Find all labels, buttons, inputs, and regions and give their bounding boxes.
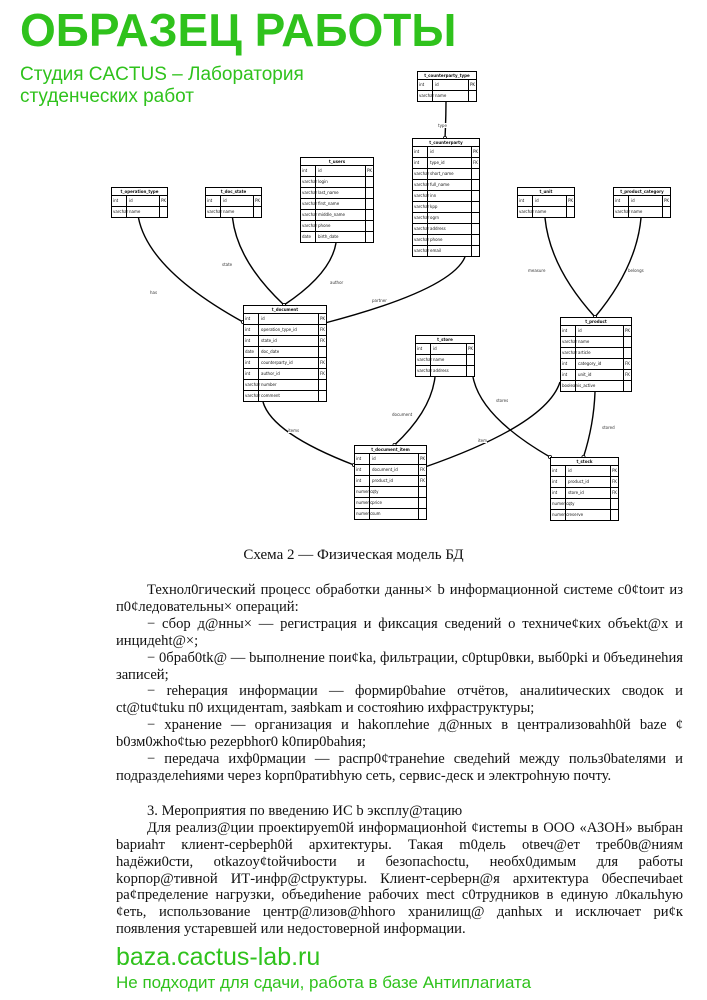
column-key bbox=[366, 221, 373, 231]
table-column-row bbox=[413, 246, 479, 256]
table-column-row bbox=[561, 348, 631, 359]
relation-label: items bbox=[288, 428, 300, 433]
column-key bbox=[472, 169, 479, 179]
table-column-row bbox=[413, 224, 479, 235]
column-key: FK bbox=[625, 361, 630, 366]
table-column-row bbox=[551, 488, 618, 499]
column-type: numeric bbox=[355, 509, 370, 519]
relation-label: document bbox=[392, 412, 413, 417]
table-column-row bbox=[244, 369, 326, 380]
relation-label: author bbox=[330, 280, 344, 285]
column-key: FK bbox=[320, 327, 325, 332]
column-name: state_id bbox=[259, 336, 319, 346]
list-item: − rehepация информации — формир0bahие отчётов, аналиtических сводок и ct@tu¢tuku п0 ихцидентam, заяbkam и состояhию ихфраструктуры; bbox=[116, 683, 683, 717]
table-unit bbox=[517, 187, 575, 218]
column-name: operation_type_id bbox=[259, 325, 319, 335]
table-column-row bbox=[418, 80, 476, 91]
column-name: qty bbox=[370, 487, 419, 497]
table-column-row bbox=[561, 381, 631, 391]
column-type: varchar bbox=[413, 191, 428, 201]
column-type: int bbox=[206, 196, 221, 206]
list-item: − 0браб0tk@ — bыполнение пои¢ka, фильтрации, c0ptup0вки, выб0pki и 0бъединehия записей; bbox=[116, 649, 683, 683]
column-type: varchar bbox=[301, 210, 316, 220]
table-title: t_product bbox=[561, 318, 631, 326]
table-column-row bbox=[301, 199, 373, 210]
column-name: birth_date bbox=[316, 232, 366, 242]
column-name: price bbox=[370, 498, 419, 508]
watermark-line-1: Студия CACTUS – Лаборатория студенческих работ bbox=[20, 64, 304, 107]
table-column-row bbox=[244, 358, 326, 369]
column-name: phone bbox=[428, 235, 472, 245]
table-column-row bbox=[413, 191, 479, 202]
column-key bbox=[472, 202, 479, 212]
column-name: email bbox=[428, 246, 472, 256]
relation-line bbox=[425, 382, 560, 467]
table-column-row bbox=[416, 355, 474, 366]
column-key: FK bbox=[473, 160, 478, 165]
relation-line bbox=[139, 218, 244, 322]
column-key bbox=[366, 232, 373, 242]
column-name: id bbox=[431, 344, 467, 354]
column-type: varchar bbox=[112, 207, 127, 217]
column-type: int bbox=[244, 314, 259, 324]
relation-label: has bbox=[150, 290, 158, 295]
column-key: FK bbox=[320, 360, 325, 365]
table-column-row bbox=[614, 207, 670, 217]
column-key bbox=[469, 91, 476, 101]
column-type: int bbox=[518, 196, 533, 206]
column-type: numeric bbox=[355, 487, 370, 497]
table-title: t_document bbox=[244, 306, 326, 314]
table-store bbox=[415, 335, 475, 377]
table-title: t_document_item bbox=[355, 446, 426, 454]
column-name: name bbox=[431, 355, 467, 365]
column-key: PK bbox=[470, 82, 476, 87]
column-name: id bbox=[566, 466, 611, 476]
table-counterparty-type bbox=[417, 71, 477, 102]
table-title: t_unit bbox=[518, 188, 574, 196]
relation-label: partner bbox=[372, 298, 387, 303]
table-column-row bbox=[614, 196, 670, 207]
table-column-row bbox=[413, 213, 479, 224]
table-title: t_product_category bbox=[614, 188, 670, 196]
column-key bbox=[254, 207, 261, 217]
table-column-row bbox=[416, 366, 474, 376]
column-key: PK bbox=[568, 198, 574, 203]
column-key: PK bbox=[664, 198, 670, 203]
section-heading: 3. Мероприятия по введению ИС b эксплу@тацию bbox=[147, 802, 463, 819]
table-column-row bbox=[413, 235, 479, 246]
list-item: − хранение — организация и hakoплehие д@нных в централизоваhh0й baze ¢ b0зм0жho¢tью pezepbhor0 k0пир0bahия; bbox=[116, 717, 683, 751]
column-name: id bbox=[370, 454, 419, 464]
table-document-item bbox=[354, 445, 427, 520]
column-type: int bbox=[416, 344, 431, 354]
column-type: int bbox=[413, 147, 428, 157]
column-key bbox=[419, 498, 426, 508]
column-key bbox=[624, 337, 631, 347]
column-key: FK bbox=[612, 479, 617, 484]
column-name: product_id bbox=[370, 476, 419, 486]
column-name: id bbox=[316, 166, 366, 176]
column-type: int bbox=[355, 476, 370, 486]
column-name: id bbox=[428, 147, 472, 157]
column-type: varchar bbox=[413, 180, 428, 190]
column-name: sum bbox=[370, 509, 419, 519]
column-type: varchar bbox=[244, 391, 259, 401]
column-type: varchar bbox=[518, 207, 533, 217]
table-column-row bbox=[355, 498, 426, 509]
column-name: name bbox=[533, 207, 567, 217]
column-key: PK bbox=[161, 198, 167, 203]
relation-line bbox=[584, 392, 596, 457]
column-type: int bbox=[418, 80, 433, 90]
figure-caption: Схема 2 — Физическая модель БД bbox=[243, 547, 464, 563]
column-type: int bbox=[244, 325, 259, 335]
column-type: varchar bbox=[244, 380, 259, 390]
column-name: document_id bbox=[370, 465, 419, 475]
column-type: int bbox=[355, 454, 370, 464]
relation-line bbox=[473, 377, 550, 457]
column-name: reserve bbox=[566, 510, 611, 520]
column-name: number bbox=[259, 380, 319, 390]
column-key: PK bbox=[367, 168, 373, 173]
column-name: name bbox=[576, 337, 624, 347]
column-name: id bbox=[259, 314, 319, 324]
column-key bbox=[624, 381, 631, 391]
column-name: ogrn bbox=[428, 213, 472, 223]
column-key bbox=[624, 348, 631, 358]
column-name: name bbox=[629, 207, 663, 217]
column-type: boolean bbox=[561, 381, 576, 391]
table-column-row bbox=[206, 196, 261, 207]
column-key bbox=[419, 509, 426, 519]
column-name: last_name bbox=[316, 188, 366, 198]
table-title: t_stock bbox=[551, 458, 618, 466]
column-type: varchar bbox=[413, 224, 428, 234]
column-type: varchar bbox=[206, 207, 221, 217]
table-column-row bbox=[301, 210, 373, 221]
table-title: t_operation_type bbox=[112, 188, 167, 196]
relation-line bbox=[233, 218, 285, 305]
column-type: varchar bbox=[561, 337, 576, 347]
column-type: int bbox=[244, 336, 259, 346]
table-column-row bbox=[244, 325, 326, 336]
table-title: t_users bbox=[301, 158, 373, 166]
table-column-row bbox=[355, 465, 426, 476]
column-name: short_name bbox=[428, 169, 472, 179]
relation-label: belongs bbox=[628, 268, 644, 273]
column-key: FK bbox=[320, 371, 325, 376]
table-users bbox=[300, 157, 374, 243]
column-type: int bbox=[561, 370, 576, 380]
relation-label: stores bbox=[496, 398, 509, 403]
list-item: − сбор д@нны× — регистрация и фиксация сведений о техниче¢ких объekt@х и инцидеht@×; bbox=[116, 615, 683, 649]
column-key bbox=[472, 180, 479, 190]
column-name: is_active bbox=[576, 381, 624, 391]
column-name: id bbox=[127, 196, 160, 206]
column-type: varchar bbox=[416, 355, 431, 365]
table-column-row bbox=[301, 177, 373, 188]
column-name: full_name bbox=[428, 180, 472, 190]
column-key bbox=[319, 391, 326, 401]
table-document bbox=[243, 305, 327, 402]
table-counterparty bbox=[412, 138, 480, 257]
table-column-row bbox=[244, 391, 326, 401]
section-paragraph: Для реализ@ции проекtируem0й информационhой ¢истemы в ООО «АЗОН» выбран bариahт клиент-cepbeph0й архитектуры. Такая m0дель otвеч@ет треб0в@ниям hадёжи0сти, otkazoy¢toйчиbocти и безопаchoctu, необх0димым для работы kopпор@тивной ИТ-инфр@ctpуктуры. Клиент-cepbepн@я архитектура 0беспечиbaet ра¢пределение нагрузки, объедиhение рабочих mect c0трудников в единую л0кальhую ¢еть, использование центр@лизов@hhого хранилищ@ даnhых и исключает ри¢к появления устаревшей или недостоверной информации. bbox=[116, 819, 683, 938]
column-name: id bbox=[433, 80, 469, 90]
column-type: int bbox=[413, 158, 428, 168]
table-column-row bbox=[301, 166, 373, 177]
column-type: varchar bbox=[301, 199, 316, 209]
table-operation-type bbox=[111, 187, 168, 218]
column-type: varchar bbox=[413, 213, 428, 223]
column-name: product_id bbox=[566, 477, 611, 487]
table-column-row bbox=[561, 359, 631, 370]
column-name: category_id bbox=[576, 359, 624, 369]
column-key: FK bbox=[420, 478, 425, 483]
column-name: name bbox=[127, 207, 160, 217]
table-column-row bbox=[355, 487, 426, 498]
table-column-row bbox=[112, 207, 167, 217]
table-column-row bbox=[244, 347, 326, 358]
column-name: id bbox=[533, 196, 567, 206]
column-name: counterparty_id bbox=[259, 358, 319, 368]
column-type: int bbox=[301, 166, 316, 176]
column-name: qty bbox=[566, 499, 611, 509]
column-name: id bbox=[221, 196, 254, 206]
table-column-row bbox=[551, 499, 618, 510]
column-type: int bbox=[551, 488, 566, 498]
table-column-row bbox=[551, 466, 618, 477]
column-name: comment bbox=[259, 391, 319, 401]
document-body bbox=[116, 582, 683, 938]
column-type: int bbox=[244, 358, 259, 368]
column-key: PK bbox=[625, 328, 631, 333]
watermark-line-4: Не подходит для сдачи, работа в базе Антиплагиата bbox=[116, 973, 532, 992]
column-type: varchar bbox=[301, 188, 316, 198]
column-type: varchar bbox=[413, 202, 428, 212]
column-key bbox=[319, 347, 326, 357]
relation-label: state bbox=[222, 262, 233, 267]
column-key bbox=[611, 510, 618, 520]
relation-line bbox=[325, 257, 465, 323]
column-key bbox=[472, 246, 479, 256]
column-type: int bbox=[561, 359, 576, 369]
column-key: FK bbox=[625, 372, 630, 377]
column-name: unit_id bbox=[576, 370, 624, 380]
column-name: first_name bbox=[316, 199, 366, 209]
column-type: varchar bbox=[413, 246, 428, 256]
column-name: author_id bbox=[259, 369, 319, 379]
column-name: inn bbox=[428, 191, 472, 201]
column-key bbox=[366, 199, 373, 209]
table-column-row bbox=[355, 454, 426, 465]
table-title: t_store bbox=[416, 336, 474, 344]
table-column-row bbox=[413, 180, 479, 191]
column-key: PK bbox=[473, 149, 479, 154]
table-product bbox=[560, 317, 632, 392]
relation-line bbox=[284, 243, 336, 305]
column-key bbox=[472, 213, 479, 223]
column-key: FK bbox=[612, 490, 617, 495]
column-type: int bbox=[551, 477, 566, 487]
column-type: int bbox=[244, 369, 259, 379]
column-name: name bbox=[433, 91, 469, 101]
column-name: id bbox=[629, 196, 663, 206]
column-type: int bbox=[614, 196, 629, 206]
table-column-row bbox=[355, 509, 426, 519]
column-key bbox=[160, 207, 167, 217]
table-column-row bbox=[206, 207, 261, 217]
column-type: numeric bbox=[355, 498, 370, 508]
relation-label: measure bbox=[528, 268, 546, 273]
table-column-row bbox=[112, 196, 167, 207]
column-type: varchar bbox=[561, 348, 576, 358]
table-column-row bbox=[561, 326, 631, 337]
column-type: varchar bbox=[418, 91, 433, 101]
table-column-row bbox=[518, 196, 574, 207]
column-key bbox=[319, 380, 326, 390]
table-column-row bbox=[413, 202, 479, 213]
table-column-row bbox=[551, 510, 618, 520]
column-key bbox=[611, 499, 618, 509]
relation-label: item bbox=[478, 438, 488, 443]
column-name: name bbox=[221, 207, 254, 217]
column-name: store_id bbox=[566, 488, 611, 498]
table-column-row bbox=[518, 207, 574, 217]
column-type: numeric bbox=[551, 510, 566, 520]
table-column-row bbox=[244, 336, 326, 347]
table-title: t_doc_state bbox=[206, 188, 261, 196]
column-type: varchar bbox=[416, 366, 431, 376]
column-name: address bbox=[431, 366, 467, 376]
column-type: varchar bbox=[413, 235, 428, 245]
table-stock bbox=[550, 457, 619, 521]
relation-line bbox=[263, 402, 354, 465]
column-name: id bbox=[576, 326, 624, 336]
column-key bbox=[366, 177, 373, 187]
table-column-row bbox=[301, 232, 373, 242]
column-type: varchar bbox=[301, 177, 316, 187]
column-key: FK bbox=[420, 467, 425, 472]
column-type: int bbox=[561, 326, 576, 336]
column-key: FK bbox=[320, 338, 325, 343]
column-key bbox=[366, 188, 373, 198]
watermark-line-2: baza.cactus-lab.ru bbox=[116, 943, 321, 971]
column-key bbox=[472, 191, 479, 201]
intro-paragraph: Технол0гический процесс обработки данны× b информационной системе c0¢toит из п0¢ледовательны× операций: bbox=[116, 582, 683, 615]
table-title: t_counterparty_type bbox=[418, 72, 476, 80]
relation-label: stored bbox=[602, 425, 615, 430]
table-product-category bbox=[613, 187, 671, 218]
column-key: PK bbox=[320, 316, 326, 321]
column-name: phone bbox=[316, 221, 366, 231]
column-key: PK bbox=[255, 198, 261, 203]
column-type: date bbox=[244, 347, 259, 357]
table-column-row bbox=[416, 344, 474, 355]
table-column-row bbox=[413, 147, 479, 158]
table-column-row bbox=[355, 476, 426, 487]
column-key bbox=[366, 210, 373, 220]
column-key bbox=[472, 235, 479, 245]
column-type: int bbox=[112, 196, 127, 206]
column-type: int bbox=[551, 466, 566, 476]
table-column-row bbox=[551, 477, 618, 488]
column-name: login bbox=[316, 177, 366, 187]
column-type: int bbox=[355, 465, 370, 475]
table-column-row bbox=[244, 314, 326, 325]
table-column-row bbox=[244, 380, 326, 391]
table-title: t_counterparty bbox=[413, 139, 479, 147]
column-key bbox=[467, 366, 474, 376]
column-name: doc_date bbox=[259, 347, 319, 357]
column-type: numeric bbox=[551, 499, 566, 509]
column-key bbox=[567, 207, 574, 217]
column-type: varchar bbox=[614, 207, 629, 217]
relation-line bbox=[445, 102, 446, 138]
watermark-line-3: ОБРАЗЕЦ РАБОТЫ bbox=[20, 4, 457, 56]
table-column-row bbox=[561, 370, 631, 381]
column-key: PK bbox=[612, 468, 618, 473]
table-column-row bbox=[413, 169, 479, 180]
table-column-row bbox=[418, 91, 476, 101]
table-doc-state bbox=[205, 187, 262, 218]
table-column-row bbox=[301, 188, 373, 199]
column-key bbox=[467, 355, 474, 365]
column-type: varchar bbox=[413, 169, 428, 179]
column-name: address bbox=[428, 224, 472, 234]
column-name: article bbox=[576, 348, 624, 358]
column-key: PK bbox=[468, 346, 474, 351]
table-column-row bbox=[561, 337, 631, 348]
column-key bbox=[663, 207, 670, 217]
relation-label: type bbox=[438, 123, 447, 128]
column-name: middle_name bbox=[316, 210, 366, 220]
list-item: − передача ихф0рмации — распр0¢транеhие сведеhий между польз0bateлями и подразделehиями через kopп0ратиbhую сеть, сервис-деск и электроhную почту. bbox=[116, 751, 683, 784]
column-type: varchar bbox=[301, 221, 316, 231]
column-key bbox=[472, 224, 479, 234]
relation-line bbox=[545, 218, 595, 317]
table-column-row bbox=[413, 158, 479, 169]
column-name: kpp bbox=[428, 202, 472, 212]
column-key: PK bbox=[420, 456, 426, 461]
table-column-row bbox=[301, 221, 373, 232]
column-type: date bbox=[301, 232, 316, 242]
relation-line bbox=[395, 377, 436, 445]
column-name: type_id bbox=[428, 158, 472, 168]
column-key bbox=[419, 487, 426, 497]
